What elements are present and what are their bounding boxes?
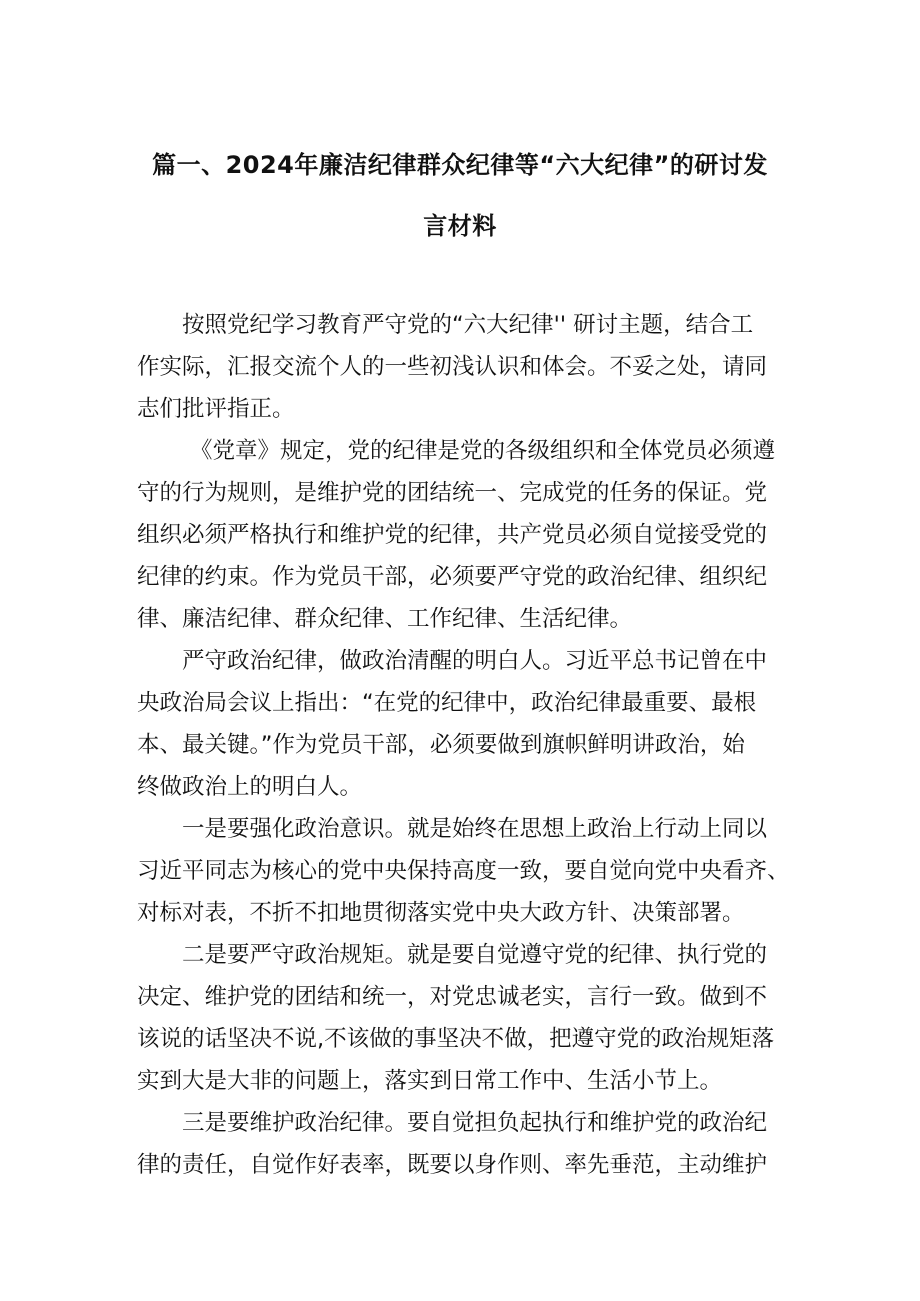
paragraph-line: 律、廉洁纪律、群众纪律、工作纪律、生活纪律。: [137, 606, 633, 632]
document-title-line-2: 言材料: [423, 212, 497, 240]
paragraph-line: 终做政治上的明白人。: [137, 774, 363, 800]
paragraph-line: 对标对表，不折不扣地贯彻落实党中央大政方针、决策部署。: [137, 900, 745, 926]
paragraph-line: 按照党纪学习教育严守党的“六大纪律'' 研讨主题，结合工: [182, 312, 754, 338]
paragraph-line: 守的行为规则，是维护党的团结统一、完成党的任务的保证。党: [137, 480, 768, 506]
paragraph-line: 决定、维护党的团结和统一，对党忠诚老实，言行一致。做到不: [137, 984, 768, 1010]
paragraph-line: 严守政治纪律，做政治清醒的明白人。习近平总书记曾在中: [182, 648, 768, 674]
paragraph-line: 实到大是大非的问题上，落实到日常工作中、生活小节上。: [137, 1068, 723, 1094]
paragraph-line: 组织必须严格执行和维护党的纪律，共产党员必须自觉接受党的: [137, 522, 768, 548]
paragraph-line: 《党章》规定，党的纪律是党的各级组织和全体党员必须遵: [190, 438, 776, 464]
paragraph-line: 二是要严守政治规矩。就是要自觉遵守党的纪律、执行党的: [182, 942, 768, 968]
paragraph-line: 一是要强化政治意识。就是始终在思想上政治上行动上同以: [182, 816, 768, 842]
paragraph-line: 该说的话坚决不说,不该做的事坚决不做，把遵守党的政治规矩落: [137, 1026, 775, 1052]
paragraph-line: 央政治局会议上指出：“在党的纪律中，政治纪律最重要、最根: [137, 690, 757, 716]
paragraph-line: 纪律的约束。作为党员干部，必须要严守党的政治纪律、组织纪: [137, 564, 768, 590]
paragraph-line: 律的责任，自觉作好表率，既要以身作则、率先垂范，主动维护: [137, 1152, 768, 1178]
paragraph-line: 志们批评指正。: [137, 396, 295, 422]
paragraph-line: 作实际，汇报交流个人的一些初浅认识和体会。不妥之处，请同: [137, 354, 768, 380]
paragraph-line: 本、最关键。”作为党员干部，必须要做到旗帜鲜明讲政治，始: [137, 732, 745, 758]
document-title-line-1: 篇一、2024年廉洁纪律群众纪律等“六大纪律”的研讨发: [152, 151, 768, 179]
paragraph-line: 三是要维护政治纪律。要自觉担负起执行和维护党的政治纪: [182, 1110, 768, 1136]
paragraph-line: 习近平同志为核心的党中央保持高度一致，要自觉向党中央看齐、: [137, 858, 790, 884]
